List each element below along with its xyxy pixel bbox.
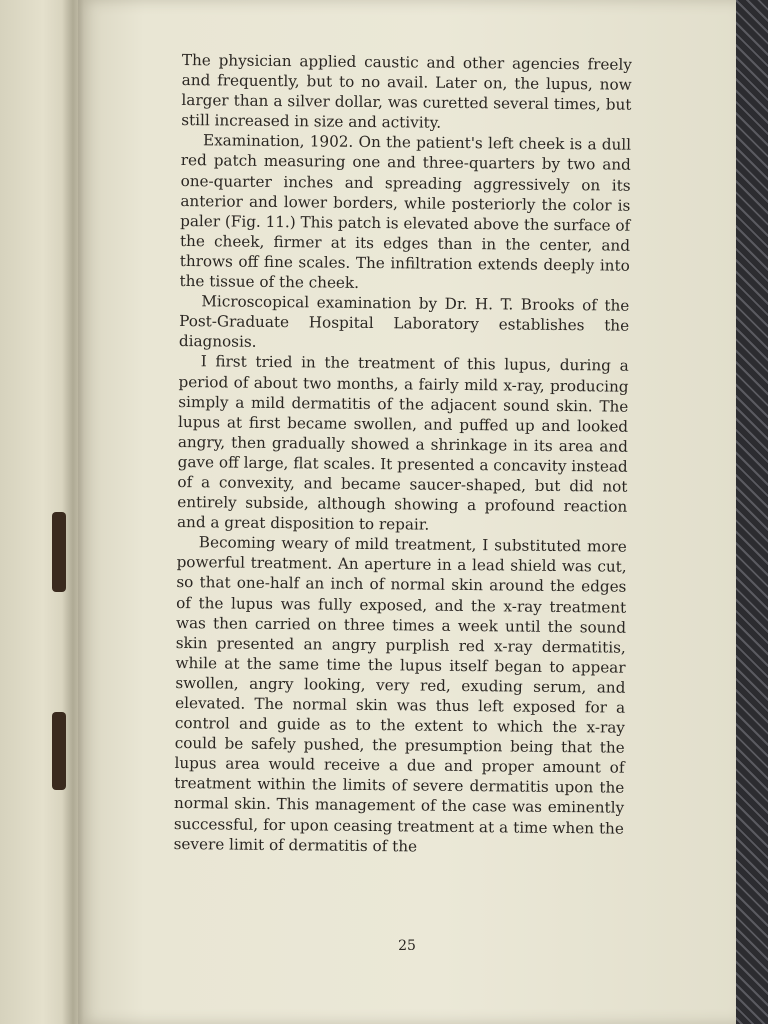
paragraph-2: Examination, 1902. On the patient's left cheek is a dull red patch measuring one and three-quarters by two and one-quarter inches and spreading aggressively on its anterior and lower borders, while posteriorly the color is paler (Fig. 11.) This patch is elevated above the surface of the cheek, firmer at its edges than in the center, and throws off fine scales. The infiltration extends deeply into the tissue of the cheek. (179, 131, 632, 292)
paragraph-4: I first tried in the treatment of this lupus, during a period of about two months, a fairly mild x-ray, producing simply a mild dermatitis of the adjacent sound skin. The lupus at first became swollen, and puffed up and looked angry, then gradually showed a shrinkage in its area and gave off large, flat scales. It presented a concavity instead of a convexity, and became saucer-shaped, but did not entirely subside, although showing a profound reaction and a great disposition to repair. (176, 352, 629, 534)
book-page (78, 0, 736, 1024)
binding-damage (52, 712, 66, 790)
book-gutter (62, 0, 84, 1024)
paragraph-5: Becoming weary of mild treatment, I substituted more powerful treatment. An aperture in a lead shield was cut, so that one-half an inch of normal skin around the edges of the lupus was fully exposed, and the x-ray treatment was then carried on three times a week until the sound skin presented an angry purplish red x-ray dermatitis, while at the same time the lupus itself began to appear swollen, angry looking, very red, exuding serum, and elevated. The normal skin was thus left exposed for a control and guide as to the extent to which the x-ray could be safely pushed, the presumption being that the lupus area would receive a due and proper amount of treatment within the limits of severe dermatitis upon the normal skin. This management of the case was eminently successful, for upon ceasing treatment at a time when the severe limit of dermatitis of the (173, 533, 627, 856)
page-number: 25 (398, 938, 416, 954)
paragraph-1: The physician applied caustic and other agencies freely and frequently, but to no avail. Later on, the lupus, now larger than a silver dollar, was curetted several times, but still increased in size and activity. (181, 50, 632, 132)
paragraph-3: Microscopical examination by Dr. H. T. Brooks of the Post-Graduate Hospital Laboratory establishes the diagnosis. (178, 292, 630, 352)
page-body-text (174, 50, 632, 858)
background-fabric (736, 0, 768, 1024)
binding-damage (52, 512, 66, 592)
